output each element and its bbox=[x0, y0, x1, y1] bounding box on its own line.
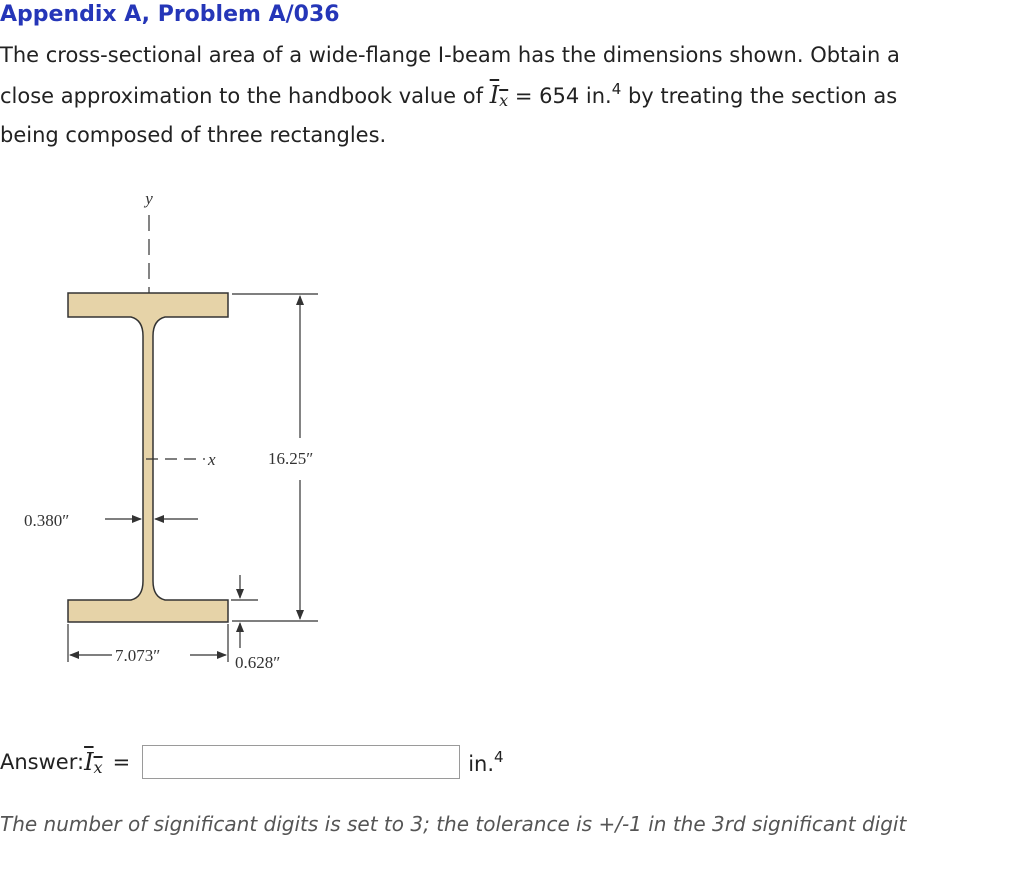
problem-line-2-end: by treating the section as bbox=[621, 84, 898, 108]
problem-line-2 bbox=[0, 72, 1018, 118]
web-thickness-label: 0.380″ bbox=[24, 511, 70, 530]
answer-ix-letter: I bbox=[84, 747, 94, 776]
answer-input[interactable] bbox=[142, 745, 460, 779]
answer-row bbox=[0, 742, 504, 782]
answer-label: Answer: bbox=[0, 750, 85, 774]
y-axis-label: y bbox=[145, 189, 153, 208]
height-dimension-label: 16.25″ bbox=[268, 449, 314, 468]
answer-ix-subscript: x bbox=[93, 757, 103, 777]
x-axis-label: x bbox=[208, 450, 216, 469]
answer-ix-symbol bbox=[84, 748, 103, 777]
flange-width-label: 7.073″ bbox=[115, 646, 161, 665]
answer-unit-exponent: 4 bbox=[494, 748, 504, 766]
ix-letter: I bbox=[489, 81, 500, 109]
tolerance-note: The number of significant digits is set to 3; the tolerance is +/-1 in the 3rd significant digit bbox=[0, 812, 907, 836]
i-beam-section bbox=[68, 293, 228, 622]
i-beam-figure bbox=[0, 180, 340, 694]
problem-statement bbox=[0, 38, 1018, 152]
problem-line-2-start: close approximation to the handbook value of bbox=[0, 84, 490, 108]
ix-subscript: x bbox=[499, 91, 509, 110]
moment-of-inertia-symbol bbox=[490, 81, 509, 109]
problem-exponent: 4 bbox=[611, 80, 622, 98]
answer-unit-text: in. bbox=[468, 752, 495, 776]
problem-line-2-value: = 654 in. bbox=[508, 84, 612, 108]
problem-title: Appendix A, Problem A/036 bbox=[0, 2, 340, 27]
answer-equals: = bbox=[112, 750, 131, 774]
i-beam-diagram bbox=[0, 180, 340, 690]
problem-line-3: being composed of three rectangles. bbox=[0, 123, 387, 147]
flange-thickness-label: 0.628″ bbox=[235, 653, 281, 672]
problem-line-1: The cross-sectional area of a wide-flange I-beam has the dimensions shown. Obtain a bbox=[0, 43, 900, 67]
answer-unit bbox=[468, 748, 503, 776]
